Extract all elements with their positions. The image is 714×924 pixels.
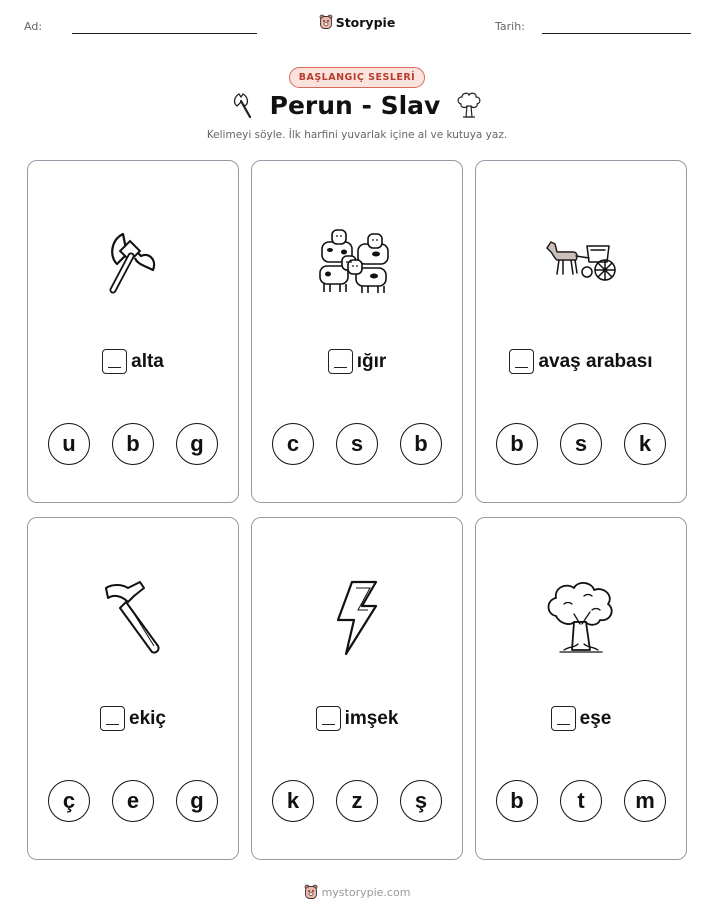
footer [0, 884, 714, 905]
worksheet-grid [27, 160, 688, 860]
date-label: Tarih: [495, 20, 525, 33]
lightning-icon [332, 580, 382, 656]
word-card [27, 160, 239, 503]
choice-circle[interactable]: c [272, 423, 314, 465]
instructions: Kelimeyi söyle. İlk harfini yuvarlak içine al ve kutuya yaz. [206, 129, 508, 141]
choice-circle[interactable]: z [336, 780, 378, 822]
bear-icon [319, 14, 333, 30]
brand-logo [0, 14, 714, 35]
word-card [475, 517, 687, 860]
answer-box[interactable] [100, 706, 125, 731]
choice-circle[interactable]: b [112, 423, 154, 465]
brand-name: Storypie [335, 14, 396, 30]
word-card [475, 160, 687, 503]
choice-circle[interactable]: s [560, 423, 602, 465]
page-title: Perun - Slav [269, 90, 441, 120]
choice-circle[interactable]: ç [48, 780, 90, 822]
choice-circle[interactable]: t [560, 780, 602, 822]
choice-circle[interactable]: b [400, 423, 442, 465]
choice-circle[interactable]: g [176, 780, 218, 822]
footer-url: mystorypie.com [321, 885, 411, 899]
hammer-icon [98, 580, 168, 656]
name-label: Ad: [24, 20, 43, 33]
choice-circle[interactable]: m [624, 780, 666, 822]
horse-carriage-icon [543, 238, 619, 284]
choice-circle[interactable]: ş [400, 780, 442, 822]
word-text: ekiç [129, 707, 166, 729]
word-card [251, 160, 463, 503]
choice-circle[interactable]: s [336, 423, 378, 465]
choice-circle[interactable]: u [48, 423, 90, 465]
choice-circle[interactable]: k [272, 780, 314, 822]
word-card [251, 517, 463, 860]
word-text: avaş arabası [538, 350, 653, 372]
answer-box[interactable] [316, 706, 341, 731]
axe-icon [103, 226, 163, 296]
word-card [27, 517, 239, 860]
answer-box[interactable] [551, 706, 576, 731]
cows-icon [316, 228, 398, 294]
answer-box[interactable] [509, 349, 534, 374]
answer-box[interactable] [102, 349, 127, 374]
bear-icon [304, 884, 318, 900]
word-text: alta [131, 350, 164, 372]
word-text: imşek [344, 707, 399, 729]
tree-icon [544, 580, 618, 656]
category-badge: BAŞLANGIÇ SESLERİ [289, 67, 425, 88]
answer-box[interactable] [328, 349, 353, 374]
word-text: ığır [356, 350, 387, 372]
choice-circle[interactable]: g [176, 423, 218, 465]
choice-circle[interactable]: b [496, 423, 538, 465]
word-text: eşe [579, 707, 612, 729]
tree-small-icon [454, 90, 484, 120]
axe-small-icon [230, 91, 256, 119]
choice-circle[interactable]: k [624, 423, 666, 465]
choice-circle[interactable]: b [496, 780, 538, 822]
choice-circle[interactable]: e [112, 780, 154, 822]
